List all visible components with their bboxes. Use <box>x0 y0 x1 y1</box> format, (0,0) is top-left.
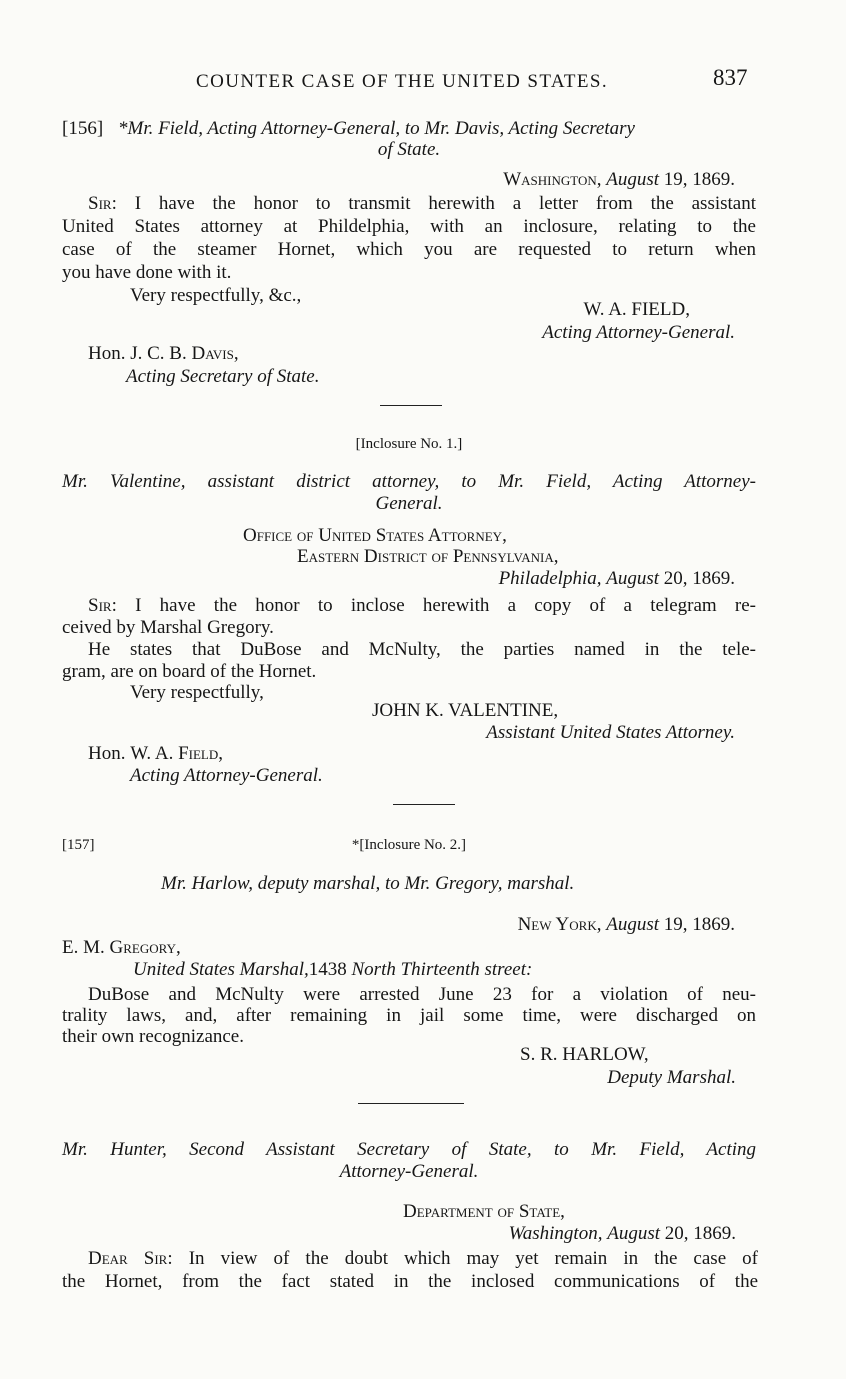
letter1-body-line4: you have done with it. <box>62 262 232 283</box>
inclosure1-dateline <box>400 567 735 590</box>
inclosure2-label: *[Inclosure No. 2.] <box>351 837 467 853</box>
inclosure2-signer: S. R. HARLOW, <box>520 1044 649 1065</box>
inclosure2-recipient-title-a: United States Marshal, <box>133 959 309 980</box>
page-marker-157: [157] <box>62 837 95 853</box>
inclosure1-addressee-name: W. A. Field, <box>130 743 224 764</box>
inclosure2-recipient-title-b: 1438 <box>308 959 347 980</box>
inclosure1-date-place: Philadelphia, <box>498 568 602 589</box>
letter1-signer-title: Acting Attorney-General. <box>542 322 735 343</box>
letter2-date-rest: 20, 1869. <box>664 1223 736 1244</box>
inclosure2-recipient-title-c: North Thirteenth street: <box>351 959 533 980</box>
inclosure1-body-line1 <box>62 594 756 617</box>
inclosure2-title: Mr. Harlow, deputy marshal, to Mr. Gregory, marshal. <box>161 873 575 894</box>
letter2-salutation: Dear Sir: <box>88 1248 173 1269</box>
section-divider-1 <box>380 405 442 406</box>
letter1-salutation: Sir: <box>88 193 117 214</box>
letter2-title-line2: Attorney-General. <box>339 1161 479 1182</box>
inclosure2-body-line3: their own recognizance. <box>62 1026 244 1047</box>
letter1-addressee <box>88 342 239 365</box>
inclosure2-recipient: E. M. Gregory, <box>62 937 181 958</box>
inclosure1-body-line2: ceived by Marshal Gregory. <box>62 617 274 638</box>
page-marker-156: [156] <box>62 118 104 139</box>
letter2-body-line1 <box>62 1247 758 1270</box>
letter1-title-line2: of State. <box>377 139 441 160</box>
letter1-body-line1 <box>62 192 756 215</box>
inclosure1-body-line3: He states that DuBose and McNulty, the parties named in the tele- <box>88 639 756 660</box>
inclosure2-body-line1: DuBose and McNulty were arrested June 23 for a violation of neu- <box>88 984 756 1005</box>
inclosure2-body-line2: trality laws, and, after remaining in jail some time, were discharged on <box>62 1005 756 1026</box>
page-number: 837 <box>713 65 748 90</box>
inclosure1-date-month: August <box>606 568 659 589</box>
letter2-dateline <box>400 1222 736 1245</box>
inclosure1-date-rest: 20, 1869. <box>663 568 735 589</box>
inclosure1-addressee-hon: Hon. <box>88 743 126 764</box>
letter2-date-place: Washington, <box>508 1223 603 1244</box>
inclosure1-office-line1: Office of United States Attorney, <box>243 525 507 546</box>
section-divider-3 <box>358 1103 464 1104</box>
inclosure1-body-line4: gram, are on board of the Hornet. <box>62 661 317 682</box>
inclosure1-addressee <box>88 742 223 765</box>
letter2-title-line1: Mr. Hunter, Second Assistant Secretary of State, to Mr. Field, Acting <box>62 1139 756 1160</box>
letter2-body-line1-text: In view of the doubt which may yet remain in the case of <box>188 1248 759 1269</box>
inclosure1-salutation: Sir: <box>88 595 117 616</box>
running-title: COUNTER CASE OF THE UNITED STATES. <box>196 71 609 92</box>
inclosure2-signer-title: Deputy Marshal. <box>607 1067 736 1088</box>
letter1-date-month: August <box>606 169 659 190</box>
inclosure2-date-place: New York, <box>517 914 602 935</box>
letter1-addressee-title: Acting Secretary of State. <box>126 366 320 387</box>
letter2-date-month: August <box>607 1223 660 1244</box>
letter1-body-line1-text: I have the honor to transmit herewith a letter from the assistant <box>134 193 756 214</box>
inclosure2-date-month: August <box>606 914 659 935</box>
letter1-title-line1: *Mr. Field, Acting Attorney-General, to Mr. Davis, Acting Secretary <box>118 118 635 139</box>
letter1-closing: Very respectfully, &c., <box>130 285 302 306</box>
inclosure1-signer: JOHN K. VALENTINE, <box>372 700 559 721</box>
letter1-signer: W. A. FIELD, <box>583 299 690 320</box>
letter1-addressee-hon: Hon. <box>88 343 126 364</box>
inclosure1-office-line2: Eastern District of Pennsylvania, <box>297 546 559 567</box>
letter1-body-line2: United States attorney at Phildelphia, with an inclosure, relating to the <box>62 216 756 237</box>
letter1-date-rest: 19, 1869. <box>663 169 735 190</box>
letter2-body-line2: the Hornet, from the fact stated in the inclosed communications of the <box>62 1271 758 1292</box>
inclosure2-dateline <box>400 913 735 936</box>
inclosure1-label: [Inclosure No. 1.] <box>355 436 463 452</box>
inclosure2-recipient-title <box>133 958 532 981</box>
section-divider-2 <box>393 804 455 805</box>
letter1-body-line3: case of the steamer Hornet, which you are requested to return when <box>62 239 756 260</box>
inclosure2-date-rest: 19, 1869. <box>663 914 735 935</box>
letter1-date-place: Washington, <box>503 169 602 190</box>
inclosure1-title-line2: General. <box>375 493 443 514</box>
inclosure1-closing: Very respectfully, <box>130 682 264 703</box>
letter1-dateline <box>380 168 735 191</box>
letter2-dept: Department of State, <box>403 1201 565 1222</box>
inclosure1-body-line1-text: I have the honor to inclose herewith a copy of a telegram re- <box>135 595 757 616</box>
inclosure1-addressee-title: Acting Attorney-General. <box>130 765 323 786</box>
letter1-addressee-name: J. C. B. Davis, <box>130 343 239 364</box>
inclosure1-title-line1: Mr. Valentine, assistant district attorney, to Mr. Field, Acting Attorney- <box>62 471 756 492</box>
inclosure1-signer-title: Assistant United States Attorney. <box>486 722 735 743</box>
